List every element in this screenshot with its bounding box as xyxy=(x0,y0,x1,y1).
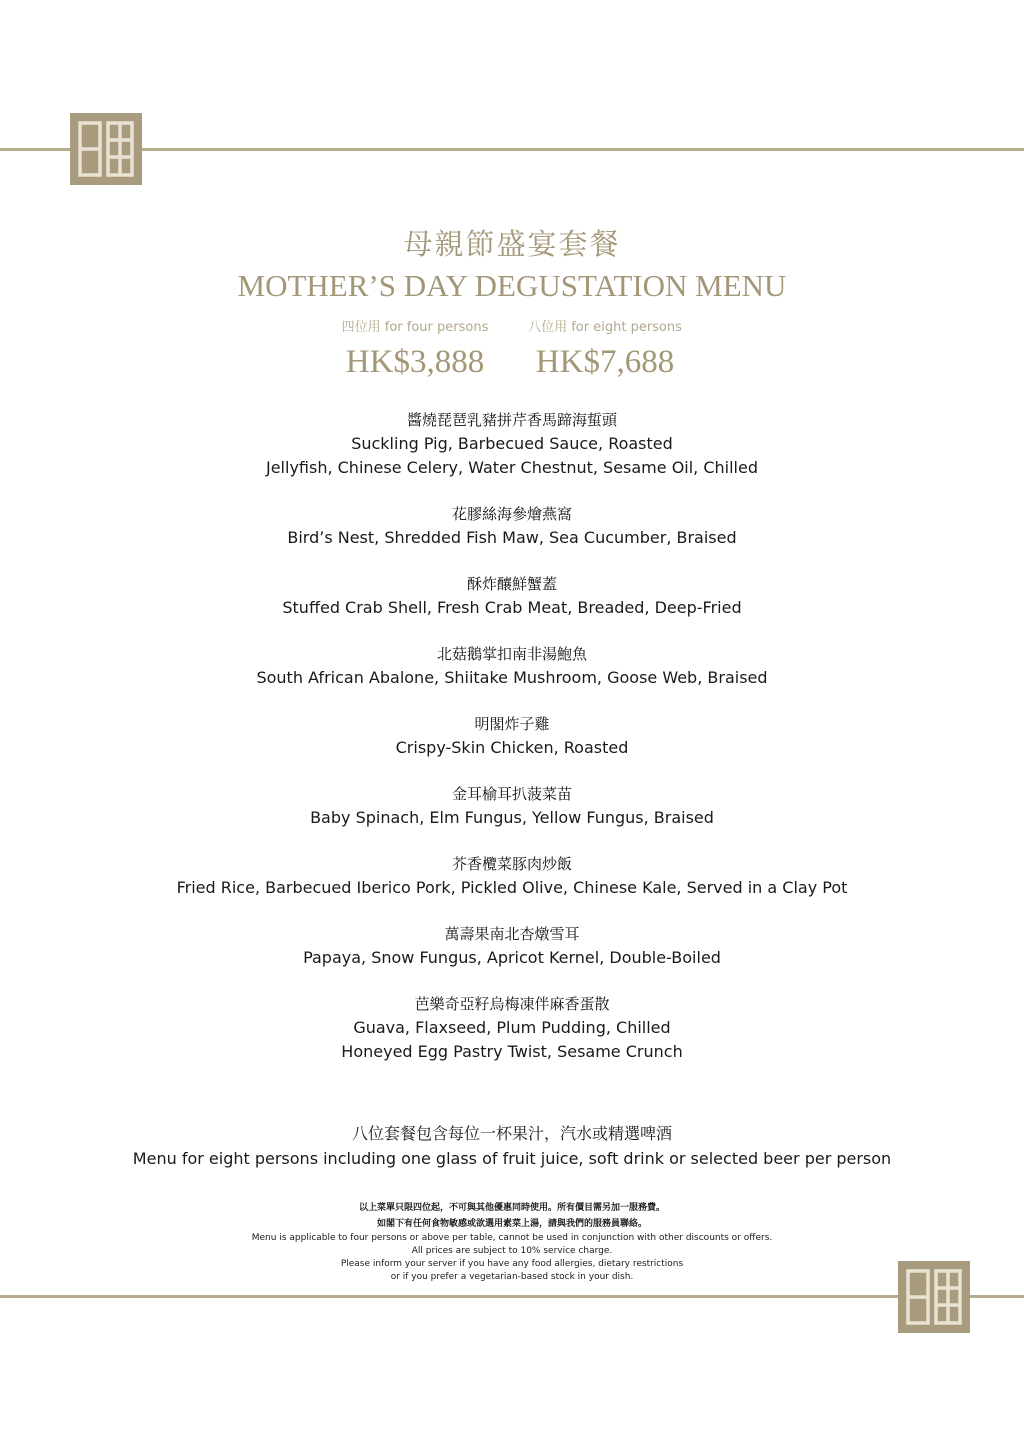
top-divider-line xyxy=(0,148,1024,151)
dish-name-chinese: 酥炸釀鮮蟹蓋 xyxy=(466,575,557,593)
fine-print-english: Please inform your server if you have any food allergies, dietary restrictions xyxy=(340,1259,684,1269)
dish-name-chinese: 芭樂奇亞籽烏梅凍伴麻香蛋散 xyxy=(414,995,610,1013)
dish-description: Honeyed Egg Pastry Twist, Sesame Crunch xyxy=(341,1042,683,1061)
dish-item xyxy=(0,572,1024,620)
logo-icon xyxy=(70,113,142,185)
dish-description: Fried Rice, Barbecued Iberico Pork, Pickled Olive, Chinese Kale, Served in a Clay Pot xyxy=(176,878,848,897)
logo-icon xyxy=(898,1261,970,1333)
price-four-label: 四位用 for four persons xyxy=(341,320,489,335)
dish-description: Jellyfish, Chinese Celery, Water Chestnut, Sesame Oil, Chilled xyxy=(265,458,758,477)
fine-print-english: All prices are subject to 10% service charge. xyxy=(411,1246,613,1256)
price-eight-value: HK$7,688 xyxy=(535,344,675,380)
dish-item xyxy=(0,992,1024,1064)
dish-description: Suckling Pig, Barbecued Sauce, Roasted xyxy=(351,434,673,453)
dish-description: Stuffed Crab Shell, Fresh Crab Meat, Breaded, Deep-Fried xyxy=(282,598,742,617)
dish-name-chinese: 明閣炸子雞 xyxy=(474,715,550,733)
dish-name-chinese: 萬壽果南北杏燉雪耳 xyxy=(444,925,580,943)
fine-print xyxy=(0,1200,1024,1284)
beverage-note-chinese: 八位套餐包含每位一杯果汁，汽水或精選啤酒 xyxy=(351,1124,672,1143)
fine-print-chinese: 如閣下有任何食物敏感或欲選用素菜上湯，請與我們的服務員聯絡。 xyxy=(376,1219,647,1229)
dish-item xyxy=(0,502,1024,550)
dish-item xyxy=(0,642,1024,690)
price-eight-label: 八位用 for eight persons xyxy=(528,320,682,335)
price-four-persons xyxy=(330,316,500,381)
beverage-note xyxy=(0,1122,1024,1172)
menu-title-english: MOTHER’S DAY DEGUSTATION MENU xyxy=(237,268,787,303)
dish-name-chinese: 金耳榆耳扒菠菜苗 xyxy=(451,785,572,803)
dish-description: Guava, Flaxseed, Plum Pudding, Chilled xyxy=(353,1018,671,1037)
dish-name-chinese: 芥香欖菜豚肉炒飯 xyxy=(451,855,572,873)
dish-description: Papaya, Snow Fungus, Apricot Kernel, Double-Boiled xyxy=(303,948,721,967)
dish-list xyxy=(0,408,1024,1086)
dish-item xyxy=(0,852,1024,900)
beverage-note-english: Menu for eight persons including one glass of fruit juice, soft drink or selected beer per person xyxy=(132,1149,892,1168)
dish-description: Crispy-Skin Chicken, Roasted xyxy=(395,738,629,757)
menu-title-chinese: 母親節盛宴套餐 xyxy=(403,227,621,261)
price-four-value: HK$3,888 xyxy=(345,344,485,380)
dish-name-chinese: 醬燒琵琶乳豬拼芹香馬蹄海蜇頭 xyxy=(406,411,617,429)
fine-print-chinese: 以上菜單只限四位起，不可與其他優惠同時使用。所有價目需另加一服務費。 xyxy=(358,1203,665,1213)
price-eight-persons xyxy=(515,316,695,381)
dish-item xyxy=(0,408,1024,480)
dish-description: Baby Spinach, Elm Fungus, Yellow Fungus, Braised xyxy=(310,808,714,827)
fine-print-english: Menu is applicable to four persons or above per table, cannot be used in conjunction with other discounts or offers. xyxy=(251,1233,773,1243)
fine-print-english: or if you prefer a vegetarian-based stock in your dish. xyxy=(390,1272,634,1282)
dish-item xyxy=(0,782,1024,830)
dish-description: South African Abalone, Shiitake Mushroom, Goose Web, Braised xyxy=(256,668,768,687)
dish-name-chinese: 花膠絲海參燴燕窩 xyxy=(451,505,572,523)
dish-item xyxy=(0,712,1024,760)
dish-description: Bird’s Nest, Shredded Fish Maw, Sea Cucumber, Braised xyxy=(287,528,737,547)
dish-item xyxy=(0,922,1024,970)
dish-name-chinese: 北菇鵝掌扣南非湯鮑魚 xyxy=(436,645,587,663)
bottom-divider-line xyxy=(0,1295,1024,1298)
